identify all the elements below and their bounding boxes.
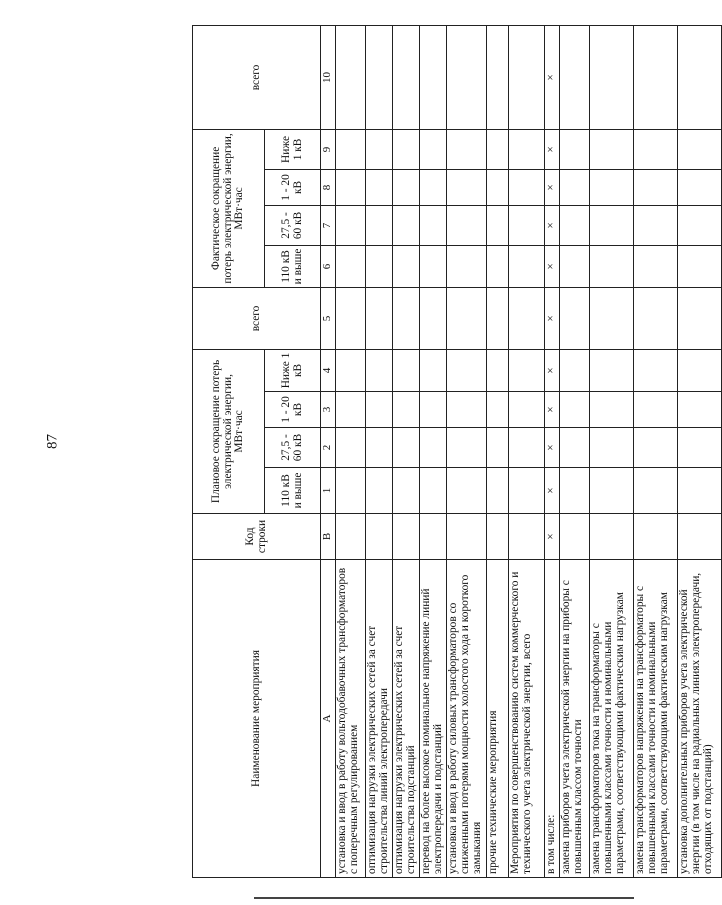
value-cell: [366, 205, 393, 245]
value-cell: [392, 205, 419, 245]
value-cell: [559, 169, 589, 205]
value-cell: [677, 428, 721, 468]
header-actual-110: 110 кВ и выше: [265, 245, 321, 287]
value-cell: [589, 428, 633, 468]
column-number: 7: [321, 205, 336, 245]
value-cell: [392, 129, 419, 169]
value-cell: ×: [544, 392, 559, 428]
value-cell: [446, 392, 486, 428]
value-cell: [486, 349, 508, 391]
value-cell: [589, 349, 633, 391]
value-cell: [559, 245, 589, 287]
table-row: [366, 25, 393, 877]
measure-name: оптимизация нагрузки электрических сетей за счет строительства подстанций: [392, 560, 419, 878]
table-row: [633, 25, 677, 877]
value-cell: ×: [544, 25, 559, 129]
value-cell: [446, 205, 486, 245]
header-planned-below1: Ниже 1 кВ: [265, 349, 321, 391]
value-cell: [336, 245, 366, 287]
value-cell: [392, 428, 419, 468]
value-cell: [633, 287, 677, 349]
value-cell: [589, 25, 633, 129]
value-cell: [633, 169, 677, 205]
column-number: В: [321, 514, 336, 560]
row-code-cell: [366, 514, 393, 560]
table-row: [544, 25, 559, 877]
value-cell: [336, 287, 366, 349]
page-number: 87: [44, 434, 61, 449]
column-number: 1: [321, 468, 336, 514]
value-cell: [366, 349, 393, 391]
header-actual: Фактическое сокращение потерь электрической энергии, МВт·час: [193, 129, 265, 287]
header-actual-below1: Ниже 1 кВ: [265, 129, 321, 169]
value-cell: [419, 245, 446, 287]
measure-name: Мероприятия по совершенствованию систем коммерческого и технического учета электрической энергии, всего: [508, 560, 544, 878]
value-cell: [677, 392, 721, 428]
measure-name: в том числе:: [544, 560, 559, 878]
value-cell: [419, 25, 446, 129]
column-number: 10: [321, 25, 336, 129]
value-cell: [589, 169, 633, 205]
value-cell: [446, 287, 486, 349]
value-cell: [559, 287, 589, 349]
value-cell: [336, 169, 366, 205]
value-cell: [508, 205, 544, 245]
value-cell: [486, 169, 508, 205]
value-cell: [336, 349, 366, 391]
value-cell: [633, 468, 677, 514]
scan-edge-line: [254, 897, 634, 899]
value-cell: [336, 468, 366, 514]
value-cell: [559, 205, 589, 245]
value-cell: [633, 428, 677, 468]
value-cell: [508, 468, 544, 514]
table-row: [446, 25, 486, 877]
value-cell: [419, 287, 446, 349]
measure-name: прочие технические мероприятия: [486, 560, 508, 878]
value-cell: [589, 392, 633, 428]
row-code-cell: [559, 514, 589, 560]
value-cell: [677, 349, 721, 391]
row-code-cell: [633, 514, 677, 560]
column-number: 2: [321, 428, 336, 468]
value-cell: [589, 245, 633, 287]
table-row: [486, 25, 508, 877]
value-cell: [366, 245, 393, 287]
column-number: 5: [321, 287, 336, 349]
value-cell: [419, 129, 446, 169]
value-cell: ×: [544, 428, 559, 468]
value-cell: [559, 25, 589, 129]
value-cell: ×: [544, 129, 559, 169]
value-cell: [336, 205, 366, 245]
value-cell: [559, 428, 589, 468]
value-cell: [633, 349, 677, 391]
value-cell: [419, 428, 446, 468]
value-cell: [366, 392, 393, 428]
value-cell: [392, 25, 419, 129]
value-cell: [559, 129, 589, 169]
value-cell: [508, 129, 544, 169]
value-cell: [633, 392, 677, 428]
value-cell: [446, 349, 486, 391]
header-actual-27: 27,5 - 60 кВ: [265, 205, 321, 245]
value-cell: [446, 245, 486, 287]
value-cell: [419, 468, 446, 514]
value-cell: [419, 169, 446, 205]
header-planned-110: 110 кВ и выше: [265, 468, 321, 514]
value-cell: [486, 25, 508, 129]
value-cell: [677, 25, 721, 129]
value-cell: [366, 428, 393, 468]
value-cell: [446, 468, 486, 514]
measure-name: перевод на более высокое номинальное напряжение линий электропередачи и подстанций: [419, 560, 446, 878]
value-cell: ×: [544, 349, 559, 391]
value-cell: ×: [544, 169, 559, 205]
value-cell: [633, 205, 677, 245]
value-cell: [486, 428, 508, 468]
value-cell: [446, 25, 486, 129]
measure-name: замена трансформаторов напряжения на трансформаторы с повышенными классами точности и номинальными параметрами, соответствующими фактическим нагрузкам: [633, 560, 677, 878]
table-row: [392, 25, 419, 877]
row-code-cell: [677, 514, 721, 560]
value-cell: [446, 129, 486, 169]
column-number: 9: [321, 129, 336, 169]
table-row: [677, 25, 721, 877]
header-name: Наименование мероприятия: [193, 560, 321, 878]
value-cell: [486, 205, 508, 245]
measure-name: оптимизация нагрузки электрических сетей за счет строительства линий электропередачи: [366, 560, 393, 878]
header-planned-27: 27,5 - 60 кВ: [265, 428, 321, 468]
row-code-cell: [446, 514, 486, 560]
table-row: [419, 25, 446, 877]
value-cell: [419, 349, 446, 391]
row-code-cell: [419, 514, 446, 560]
value-cell: [392, 468, 419, 514]
header-planned: Плановое сокращение потерь электрической энергии, МВт·час: [193, 349, 265, 513]
value-cell: [486, 129, 508, 169]
value-cell: [392, 287, 419, 349]
value-cell: [677, 468, 721, 514]
value-cell: [446, 169, 486, 205]
value-cell: [366, 169, 393, 205]
value-cell: [559, 468, 589, 514]
value-cell: [633, 245, 677, 287]
value-cell: [508, 25, 544, 129]
column-number-row: [321, 25, 336, 877]
value-cell: [366, 468, 393, 514]
measure-name: установка и ввод в работу силовых трансформаторов со сниженными потерями мощности холостого хода и короткого замыкания: [446, 560, 486, 878]
row-code-cell: ×: [544, 514, 559, 560]
value-cell: [486, 245, 508, 287]
row-code-cell: [336, 514, 366, 560]
value-cell: [633, 129, 677, 169]
value-cell: [589, 287, 633, 349]
value-cell: [336, 25, 366, 129]
header-actual-total: всего: [193, 25, 321, 129]
value-cell: [589, 129, 633, 169]
table-row: [336, 25, 366, 877]
value-cell: [589, 205, 633, 245]
value-cell: [677, 129, 721, 169]
header-code: Код строки: [193, 514, 321, 560]
value-cell: [392, 349, 419, 391]
value-cell: [419, 205, 446, 245]
value-cell: ×: [544, 205, 559, 245]
value-cell: [446, 428, 486, 468]
value-cell: [633, 25, 677, 129]
value-cell: [508, 349, 544, 391]
column-number: 8: [321, 169, 336, 205]
table-row: [559, 25, 589, 877]
value-cell: [677, 169, 721, 205]
value-cell: [336, 392, 366, 428]
value-cell: [559, 392, 589, 428]
row-code-cell: [508, 514, 544, 560]
value-cell: [486, 287, 508, 349]
column-number: А: [321, 560, 336, 878]
table-row: [589, 25, 633, 877]
value-cell: [392, 392, 419, 428]
value-cell: [366, 129, 393, 169]
value-cell: [336, 428, 366, 468]
value-cell: [508, 392, 544, 428]
table-row: [508, 25, 544, 877]
value-cell: [486, 392, 508, 428]
measure-name: замена трансформаторов тока на трансформаторы с повышенными классами точности и номинальными параметрами, соответствующими фактическим нагрузкам: [589, 560, 633, 878]
row-code-cell: [392, 514, 419, 560]
value-cell: [366, 287, 393, 349]
value-cell: [677, 287, 721, 349]
measure-name: замена приборов учета электрической энергии на приборы с повышенным классом точности: [559, 560, 589, 878]
value-cell: [508, 428, 544, 468]
value-cell: [589, 468, 633, 514]
value-cell: ×: [544, 245, 559, 287]
value-cell: [486, 468, 508, 514]
value-cell: [392, 169, 419, 205]
measure-name: установка и ввод в работу вольтодобавочных трансформаторов с поперечным регулированием: [336, 560, 366, 878]
value-cell: [366, 25, 393, 129]
column-number: 4: [321, 349, 336, 391]
value-cell: [336, 129, 366, 169]
value-cell: ×: [544, 287, 559, 349]
value-cell: [559, 349, 589, 391]
measure-name: установка дополнительных приборов учета электрической энергии (в том числе на радиальных линиях электропередачи, отходящих от подстанций): [677, 560, 721, 878]
value-cell: [508, 287, 544, 349]
column-number: 6: [321, 245, 336, 287]
value-cell: [392, 245, 419, 287]
value-cell: [508, 245, 544, 287]
row-code-cell: [589, 514, 633, 560]
measures-table: [192, 25, 722, 878]
header-planned-total: всего: [193, 287, 321, 349]
row-code-cell: [486, 514, 508, 560]
value-cell: [508, 169, 544, 205]
value-cell: [419, 392, 446, 428]
value-cell: ×: [544, 468, 559, 514]
column-number: 3: [321, 392, 336, 428]
value-cell: [677, 205, 721, 245]
header-planned-1-20: 1 - 20 кВ: [265, 392, 321, 428]
header-actual-1-20: 1 - 20 кВ: [265, 169, 321, 205]
value-cell: [677, 245, 721, 287]
rotated-table-wrapper: [192, 26, 714, 878]
